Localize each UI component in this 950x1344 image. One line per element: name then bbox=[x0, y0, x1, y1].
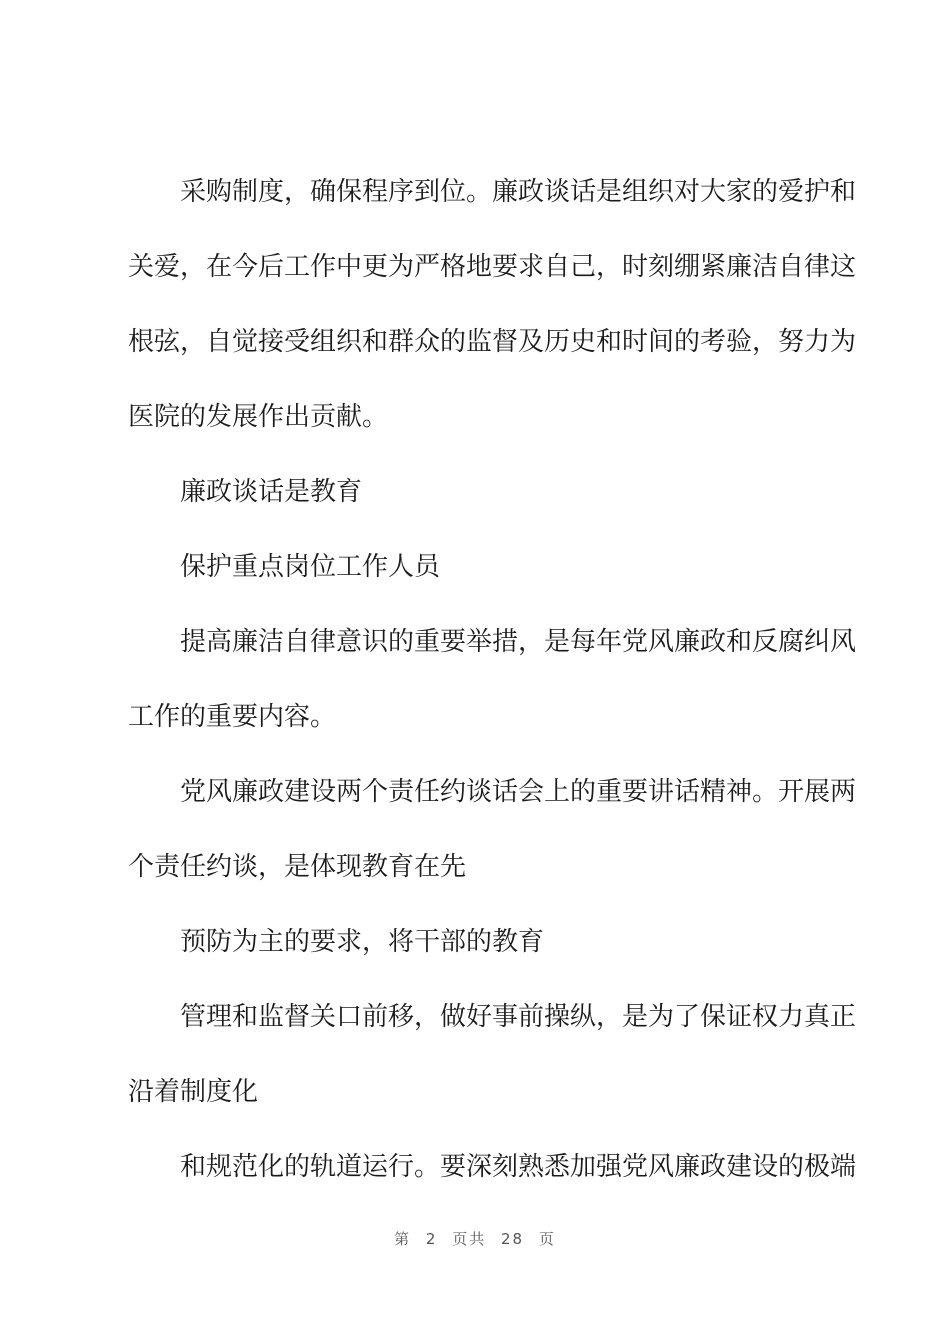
text-line: 廉政谈话是教育 bbox=[180, 477, 363, 507]
text-line: 沿着制度化 bbox=[128, 1077, 259, 1107]
text-line: 医院的发展作出贡献。 bbox=[128, 402, 389, 432]
text-line: 采购制度，确保程序到位。廉政谈话是组织对大家的爱护和 bbox=[180, 177, 857, 207]
text-line: 保护重点岗位工作人员 bbox=[180, 552, 441, 582]
page-footer: 第 2 页共 28 页 bbox=[394, 1230, 556, 1248]
text-line: 和规范化的轨道运行。要深刻熟悉加强党风廉政建设的极端 bbox=[180, 1152, 857, 1182]
text-line: 预防为主的要求，将干部的教育 bbox=[180, 927, 545, 957]
text-line: 根弦，自觉接受组织和群众的监督及历史和时间的考验，努力为 bbox=[128, 327, 857, 357]
text-line: 管理和监督关口前移，做好事前操纵，是为了保证权力真正 bbox=[180, 1002, 857, 1032]
text-line: 工作的重要内容。 bbox=[128, 702, 337, 732]
text-line: 关爱，在今后工作中更为严格地要求自己，时刻绷紧廉洁自律这 bbox=[128, 252, 857, 282]
text-line: 个责任约谈，是体现教育在先 bbox=[128, 852, 467, 882]
text-line: 党风廉政建设两个责任约谈话会上的重要讲话精神。开展两 bbox=[180, 777, 857, 807]
text-line: 提高廉洁自律意识的重要举措，是每年党风廉政和反腐纠风 bbox=[180, 627, 857, 657]
